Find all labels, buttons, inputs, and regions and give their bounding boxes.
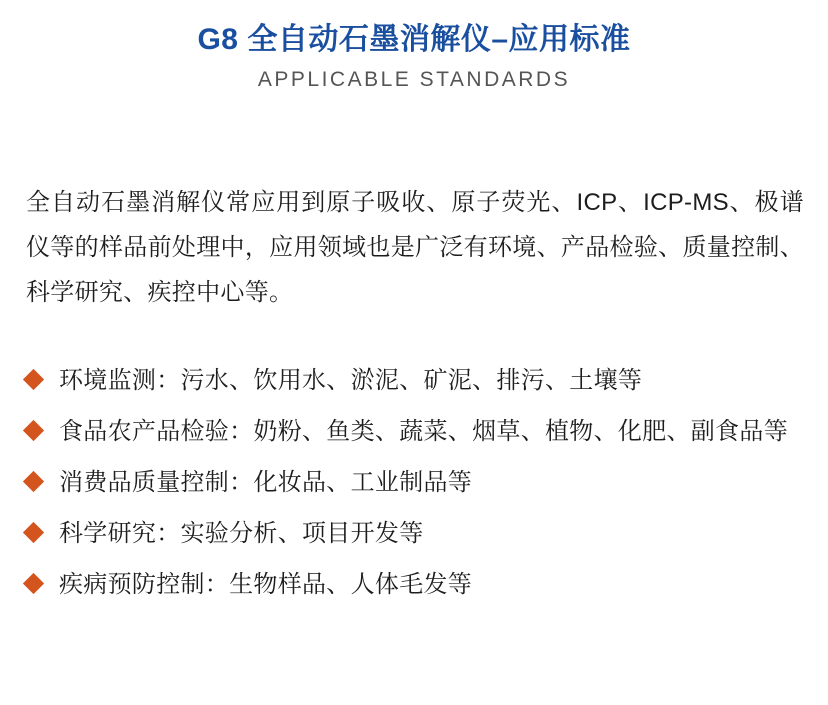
list-item (26, 412, 804, 452)
page-title: G8 全自动石墨消解仪–应用标准 (197, 23, 631, 56)
list-item-label: 消费品质量控制：化妆品、工业制品等 (59, 469, 473, 496)
diamond-marker-icon (23, 573, 44, 594)
application-list (0, 361, 828, 605)
list-item (26, 514, 804, 554)
list-item-label: 食品农产品检验：奶粉、鱼类、蔬菜、烟草、植物、化肥、副食品等 (59, 418, 788, 445)
list-item (26, 565, 804, 605)
list-item (26, 361, 804, 401)
list-item (26, 463, 804, 503)
list-item-label: 疾病预防控制：生物样品、人体毛发等 (59, 571, 473, 598)
intro-paragraph-block (0, 180, 828, 315)
diamond-marker-icon (23, 522, 44, 543)
diamond-marker-icon (23, 471, 44, 492)
intro-paragraph: 全自动石墨消解仪常应用到原子吸收、原子荧光、ICP、ICP-MS、极谱仪等的样品前处理中，应用领域也是广泛有环境、产品检验、质量控制、科学研究、疾控中心等。 (26, 189, 804, 306)
page-subtitle: APPLICABLE STANDARDS (257, 68, 571, 91)
diamond-marker-icon (23, 369, 44, 390)
list-item-label: 环境监测：污水、饮用水、淤泥、矿泥、排污、土壤等 (59, 367, 643, 394)
page-header (0, 0, 828, 92)
list-item-label: 科学研究：实验分析、项目开发等 (59, 520, 424, 547)
diamond-marker-icon (23, 420, 44, 441)
